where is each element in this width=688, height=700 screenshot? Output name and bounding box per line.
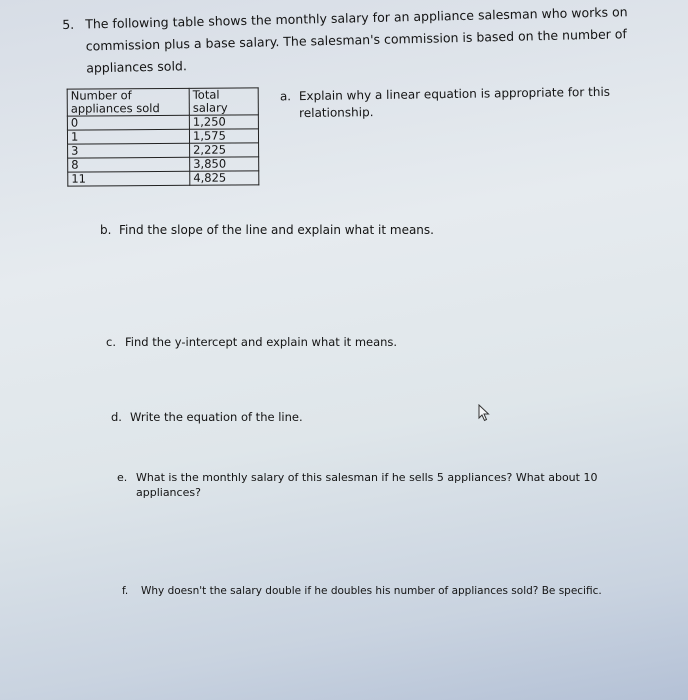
table-header-row: [67, 88, 258, 116]
salary-table: [67, 87, 260, 186]
header-salary: Total salary: [189, 88, 258, 115]
cell-salary: 1,250: [189, 115, 258, 129]
question-c: [106, 335, 506, 350]
cell-appliances: 1: [67, 129, 189, 144]
problem-text: The following table shows the monthly salary for an appliance salesman who works on commission plus a base salary. The salesman's commission is based on the number of appliances sold.: [85, 4, 628, 76]
question-label: f.: [122, 585, 129, 597]
question-text: What is the monthly salary of this salesman if he sells 5 appliances? What about 10 appliances?: [136, 471, 598, 499]
question-label: c.: [106, 335, 116, 349]
cell-appliances: 0: [67, 115, 189, 130]
cell-salary: 1,575: [189, 129, 258, 143]
question-e: [117, 470, 617, 500]
question-text: Write the equation of the line.: [130, 410, 303, 424]
question-label: e.: [117, 471, 128, 484]
table-row: [68, 171, 259, 186]
question-f: [122, 584, 612, 598]
question-a: [280, 84, 620, 123]
cell-appliances: 11: [68, 171, 190, 186]
question-text: Explain why a linear equation is appropriate for this relationship.: [298, 84, 611, 121]
question-b: [100, 223, 500, 238]
cell-appliances: 3: [68, 143, 190, 158]
table-row: [67, 115, 258, 130]
cell-appliances: 8: [68, 157, 190, 172]
cell-salary: 2,225: [190, 143, 259, 157]
table-row: [68, 157, 259, 172]
question-d: [111, 410, 511, 425]
table-row: [67, 129, 258, 144]
header-appliances: Number of appliances sold: [67, 88, 189, 116]
problem-intro: [62, 1, 653, 80]
cell-salary: 3,850: [190, 157, 259, 171]
question-text: Find the slope of the line and explain what it means.: [119, 223, 434, 237]
question-label: d.: [111, 410, 122, 424]
question-text: Find the y-intercept and explain what it means.: [125, 335, 398, 349]
question-text: Why doesn't the salary double if he doubles his number of appliances sold? Be specific.: [141, 585, 602, 597]
question-label: b.: [100, 223, 112, 237]
problem-number: 5.: [62, 16, 75, 32]
question-label: a.: [279, 89, 292, 104]
mouse-pointer-icon: [478, 404, 490, 426]
table-row: [68, 143, 259, 158]
cell-salary: 4,825: [190, 171, 259, 185]
